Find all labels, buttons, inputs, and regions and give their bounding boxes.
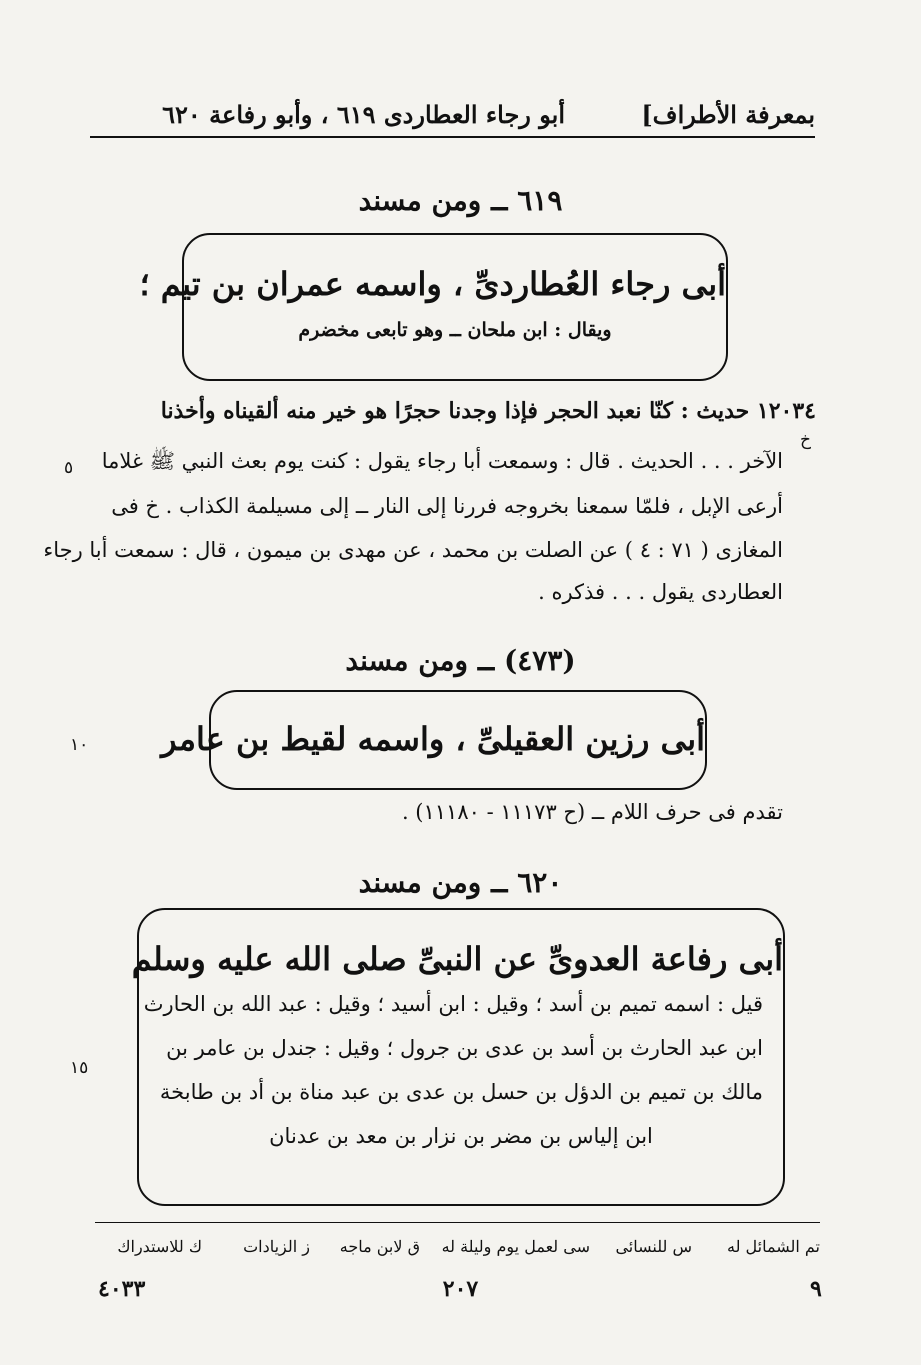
hadith-line-1: ١٢٠٣٤ حديث : كنّا نعبد الحجر فإذا وجدنا حجرًا هو خير منه ألقيناه وأخذنا [160,398,816,424]
footer-right-number: ٩ [810,1276,822,1302]
footnote-item-5: ز الزيادات [243,1237,310,1256]
hadith-line-2: الآخر . . . الحديث . قال : وسمعت أبا رجاء يقول : كنت يوم بعث النبي ﷺ غلاما [101,449,783,473]
section-473-note: تقدم فى حرف اللام ــ (ح ١١١٧٣ - ١١١٨٠) . [401,800,783,824]
margin-symbol-kh: خ [800,430,811,450]
footnote-abbreviations [95,1222,820,1256]
footnote-item-4: ق لابن ماجه [339,1237,420,1256]
page-number: ٢٠٧ [442,1276,479,1302]
section-620-line-1: قيل : اسمه تميم بن أسد ؛ وقيل : ابن أسيد ؛ وقيل : عبد الله بن الحارث [143,992,763,1016]
footnote-item-3: سى لعمل يوم وليلة له [441,1237,590,1256]
running-header [90,96,815,138]
footnote-item-1: تم الشمائل له [726,1237,820,1256]
footer-left-number: ٤٠٣٣ [98,1276,146,1302]
section-620-line-2: ابن عبد الحارث بن أسد بن عدى بن جرول ؛ وقيل : جندل بن عامر بن [166,1036,763,1060]
margin-line-number-5: ٥ [64,458,74,478]
section-473-title: أبى رزين العقيلىِّ ، واسمه لقيط بن عامر [161,720,705,758]
section-620-line-4: ابن إلياس بن مضر بن نزار بن معد بن عدنان [269,1124,653,1148]
section-620-heading: ٦٢٠ ــ ومن مسند [358,866,563,899]
section-620-title: أبى رفاعة العدوىِّ عن النبىِّ صلى الله عليه وسلم [131,940,783,978]
hadith-line-4: المغازى ( ٧١ : ٤ ) عن الصلت بن محمد ، عن مهدى بن ميمون ، قال : سمعت أبا رجاء [43,538,783,562]
section-620-line-3: مالك بن تميم بن الدؤل بن حسل بن عدى بن عبد مناة بن أد بن طابخة [159,1080,763,1104]
margin-line-number-15: ١٥ [70,1058,89,1078]
section-473-heading: (٤٧٣) ــ ومن مسند [345,644,576,677]
section-619-box [139,233,728,381]
margin-line-number-10: ١٠ [70,735,89,755]
header-right: بمعرفة الأطراف] [641,100,815,129]
footnote-item-6: ك للاستدراك [117,1237,202,1256]
footnote-item-2: س للنسائى [615,1237,692,1256]
section-620-box [131,908,785,1206]
header-middle: أبو رجاء العطاردى ٦١٩ ، وأبو رفاعة ٦٢٠ [162,100,565,129]
hadith-line-5: العطاردى يقول . . . فذكره . [538,580,783,604]
section-619-heading: ٦١٩ ــ ومن مسند [358,184,563,217]
section-619-title: أبى رجاء العُطاردىِّ ، واسمه عمران بن تيم ؛ [139,265,726,303]
section-619-subtitle: ويقال : ابن ملحان ــ وهو تابعى مخضرم [298,319,612,341]
section-473-box [161,690,707,790]
hadith-line-3: أرعى الإبل ، فلمّا سمعنا بخروجه فررنا إلى النار ــ إلى مسيلمة الكذاب . خ فى [111,494,783,518]
